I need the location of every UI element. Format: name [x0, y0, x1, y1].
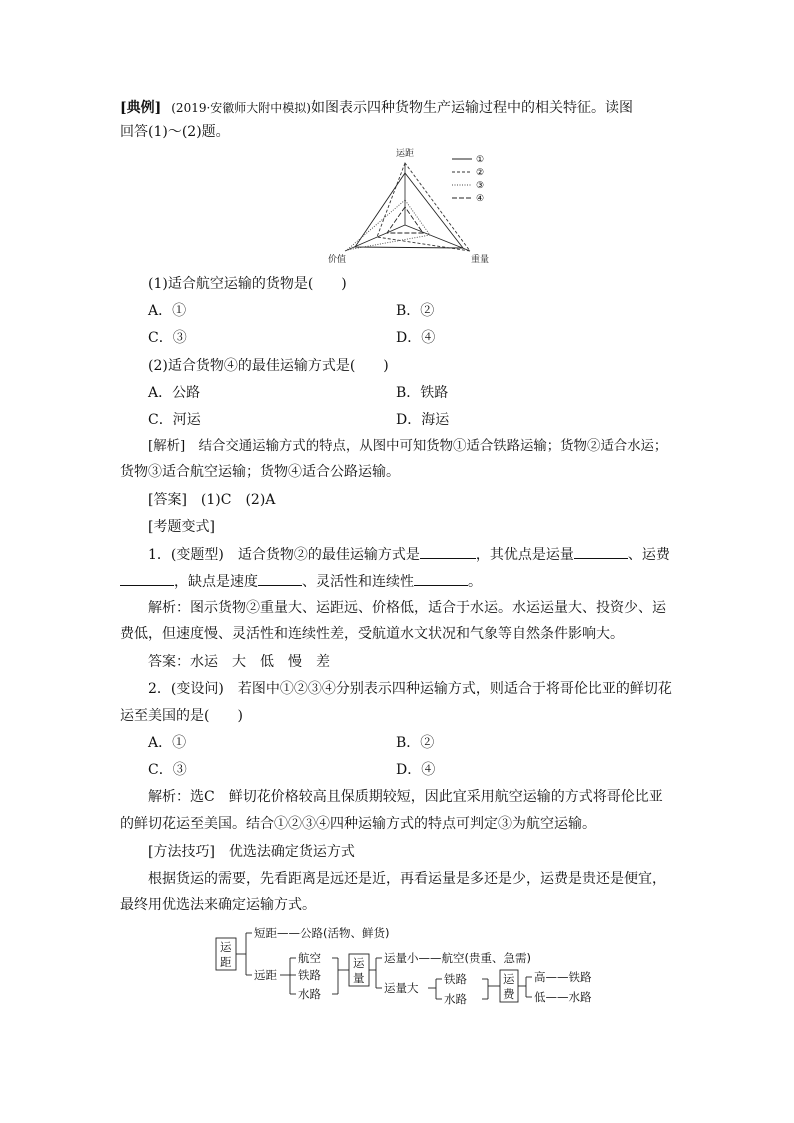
v1-part1: 1．(变题型) 适合货物②的最佳运输方式是 — [148, 547, 420, 563]
v1-blank-1 — [420, 544, 476, 559]
q2-option-b: B．铁路 — [396, 385, 449, 401]
v1-explanation-1: 解析：图示货物②重量大、运距远、价格低，适合于水运。水运运量大、投资少、运 — [148, 600, 666, 616]
q1-option-c: C．③ — [148, 330, 187, 346]
tree-rail-2: 铁路 — [444, 972, 467, 986]
radar-chart — [315, 145, 505, 270]
tips-body-1: 根据货运的需要，先看距离是远还是近，再看运量是多还是少，运费是贵还是便宜， — [148, 871, 666, 887]
legend-4: ④ — [476, 194, 485, 204]
v1-explanation-2: 费低，但速度慢、灵活性和连续性差，受航道水文状况和气象等自然条件影响大。 — [120, 626, 624, 642]
legend-1: ① — [476, 155, 485, 165]
v1-part5: 、灵活性和连续性 — [302, 574, 414, 590]
v1-part4: ，缺点是速度 — [174, 574, 258, 590]
v1-blank-5 — [414, 571, 468, 586]
tree-air: 航空 — [298, 951, 321, 965]
tree-small-volume: 运量小——航空(贵重、急需) — [384, 951, 531, 965]
q2-option-d: D．海运 — [396, 412, 450, 428]
tree-low-cost: 低——水路 — [534, 990, 592, 1004]
radar-axis-right-label: 重量 — [470, 255, 490, 265]
example-stem: 如图表示四种货物生产运输过程中的相关特征。读图 — [310, 100, 633, 116]
tree-box2-char1: 运 — [353, 956, 365, 970]
decision-tree-diagram — [212, 922, 612, 1012]
answer-line: [答案] (1)C (2)A — [148, 492, 276, 508]
radar-series-2 — [377, 163, 470, 251]
v2-explanation-2: 的鲜切花运至美国。结合①②③④四种运输方式的特点可判定③为航空运输。 — [120, 816, 596, 832]
v2-option-d: D．④ — [396, 762, 436, 778]
tree-short-distance: 短距——公路(活物、鲜货) — [254, 926, 390, 940]
q1-option-d: D．④ — [396, 330, 436, 346]
tree-box3-char1: 运 — [503, 972, 515, 986]
analysis-line-1: [解析] 结合交通运输方式的特点，从图中可知货物①适合铁路运输；货物②适合水运； — [148, 439, 668, 454]
analysis-line-2: 货物③适合航空运输；货物④适合公路运输。 — [120, 464, 400, 480]
legend-2: ② — [476, 168, 485, 178]
v2-stem-1: 2．(变设问) 若图中①②③④分别表示四种运输方式，则适合于将哥伦比亚的鲜切花 — [148, 681, 672, 697]
tips-title: [方法技巧] 优选法确定货运方式 — [148, 844, 355, 860]
v1-answer: 答案：水运 大 低 慢 差 — [148, 654, 330, 670]
tree-box1-char2: 距 — [220, 955, 232, 969]
v1-part6: 。 — [468, 574, 482, 590]
q2-option-c: C．河运 — [148, 412, 201, 428]
v2-explanation-1: 解析：选C 鲜切花价格较高且保质期较短，因此宜采用航空运输的方式将哥伦比亚 — [148, 789, 663, 805]
q1-stem: (1)适合航空运输的货物是( ) — [148, 276, 347, 292]
v2-option-c: C．③ — [148, 762, 187, 778]
v1-blank-4 — [258, 571, 302, 586]
tree-long-distance: 远距 — [254, 968, 277, 982]
tree-high-cost: 高——铁路 — [534, 970, 592, 984]
v2-stem-2: 运至美国的是( ) — [120, 708, 243, 724]
radar-legend — [452, 155, 484, 204]
tree-water: 水路 — [298, 987, 321, 1001]
q1-option-b: B．② — [396, 303, 435, 319]
tips-body-2: 最终用优选法来确定运输方式。 — [120, 897, 316, 913]
radar-axis-top-label: 运距 — [395, 149, 415, 159]
v2-option-b: B．② — [396, 735, 435, 751]
legend-3: ③ — [476, 181, 485, 191]
radar-axis-left-label: 价值 — [327, 255, 347, 265]
example-tag: [典例] — [120, 100, 162, 116]
tree-box2-char2: 量 — [353, 971, 365, 985]
tree-rail: 铁路 — [298, 968, 321, 982]
v1-stem-line-2 — [120, 571, 680, 592]
q1-option-a: A．① — [148, 303, 187, 319]
v2-option-a: A．① — [148, 735, 187, 751]
example-line-2: 回答(1)～(2)题。 — [120, 124, 230, 140]
tree-big-volume: 运量大 — [384, 981, 419, 995]
q2-option-a: A．公路 — [148, 385, 201, 401]
q2-stem: (2)适合货物④的最佳运输方式是( ) — [148, 358, 389, 374]
v1-blank-2 — [574, 544, 628, 559]
tree-box1-char1: 运 — [220, 940, 232, 954]
radar-series-1 — [355, 173, 463, 248]
tree-water-2: 水路 — [444, 992, 467, 1006]
example-source: (2019·安徽师大附中模拟) — [171, 101, 311, 115]
variant-tag: [考题变式] — [148, 519, 215, 535]
v1-part3: 、运费 — [627, 547, 670, 563]
v1-stem-line-1 — [148, 544, 708, 565]
v1-part2: ，其优点是运量 — [475, 547, 574, 563]
v1-blank-3 — [120, 571, 174, 586]
example-line-1 — [120, 98, 680, 118]
tree-box3-char2: 费 — [503, 987, 515, 1001]
